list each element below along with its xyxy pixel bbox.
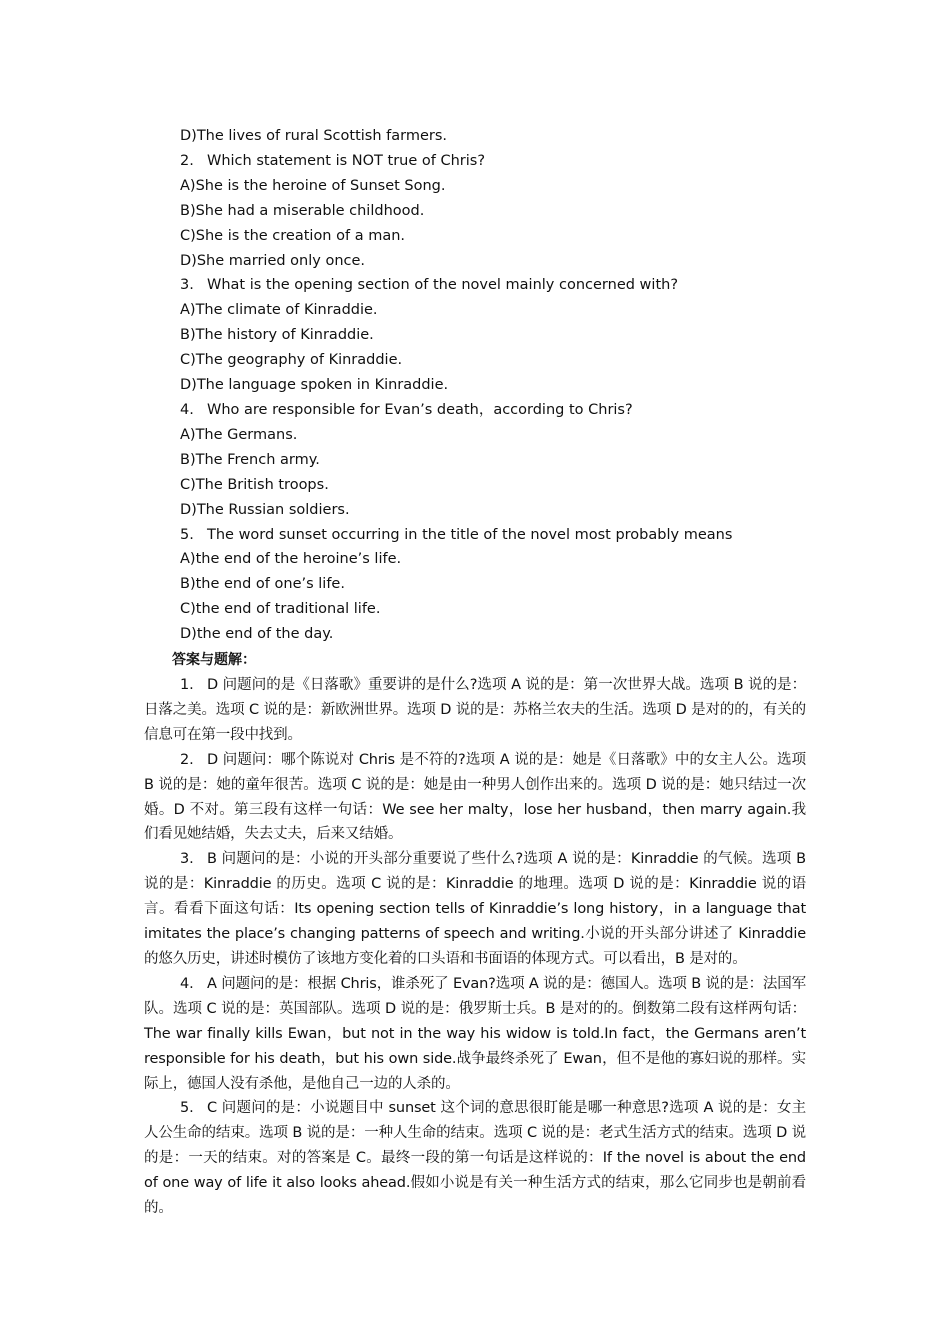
line-text: A)the end of the heroine’s life. (180, 551, 402, 568)
option-line (180, 348, 820, 373)
question-line (180, 398, 820, 423)
line-text: C)The geography of Kinraddie. (180, 352, 403, 369)
option-line (180, 622, 820, 647)
answer-text: B 问题问的是：小说的开头部分重要说了些什么?选项 A 说的是：Kinraddie 的气候。选项 B 说的是：Kinraddie 的历史。选项 C 说的是：Kinraddie 的地理。选项 D 说的是：Kinraddie 说的语言。看看下面这句话：Its opening section tells of Kinraddie’s long history，in a language that imitates the place’s changing patterns of speech and writing.小说的开头部分讲述了 Kinraddie 的悠久历史，讲述时模仿了该地方变化着的口头语和书面语的体现方式。可以看出，B 是对的。 (144, 851, 806, 967)
option-line (180, 323, 820, 348)
answer-number: 1. (180, 677, 194, 693)
answer-text: C 问题问的是：小说题目中 sunset 这个词的意思很盯能是哪一种意思?选项 A 说的是：女主人公生命的结束。选项 B 说的是：一种人生命的结束。选项 C 说的是：老式生活方式的结束。选项 D 说的是：一天的结束。对的答案是 C。最终一段的第一句话是这样说的：If the novel is about the end of one way of life it also looks ahead.假如小说是有关一种生活方式的结束，那么它同步也是朝前看的。 (144, 1100, 806, 1217)
option-line (180, 423, 820, 448)
line-text: A)The climate of Kinraddie. (180, 302, 378, 319)
option-line (180, 373, 820, 398)
line-text: D)The Russian soldiers. (180, 501, 350, 518)
option-line (180, 572, 820, 597)
line-text: D)The language spoken in Kinraddie. (180, 377, 449, 394)
line-text: C)the end of traditional life. (180, 601, 381, 618)
option-line (180, 597, 820, 622)
line-text: C)She is the creation of a man. (180, 227, 405, 244)
question-line (180, 149, 820, 174)
question-text: What is the opening section of the novel mainly concerned with? (207, 277, 679, 294)
answers-heading: 答案与题解： (172, 652, 256, 668)
option-line (180, 547, 820, 572)
option-line (180, 473, 820, 498)
question-number: 2. (180, 152, 194, 169)
answer-paragraph (144, 1096, 806, 1221)
answer-paragraph (144, 972, 806, 1097)
line-text: A)The Germans. (180, 426, 298, 443)
question-line (180, 523, 820, 548)
line-text: D)The lives of rural Scottish farmers. (180, 128, 448, 144)
option-line (180, 224, 820, 249)
option-line (180, 448, 820, 473)
question-number: 3. (180, 277, 194, 294)
line-text: B)the end of one’s life. (180, 576, 345, 593)
answer-list (144, 673, 806, 1221)
option-line (180, 124, 820, 149)
line-text: A)She is the heroine of Sunset Song. (180, 177, 446, 194)
answer-number: 3. (180, 851, 194, 868)
answer-paragraph (144, 748, 806, 848)
line-text: B)She had a miserable childhood. (180, 202, 425, 219)
line-text: C)The British troops. (180, 476, 329, 493)
answer-number: 2. (180, 751, 194, 768)
question-number: 5. (180, 526, 194, 543)
option-line (180, 298, 820, 323)
line-text: B)The French army. (180, 451, 320, 468)
line-text: B)The history of Kinraddie. (180, 327, 374, 344)
question-list (180, 124, 820, 647)
option-line (180, 199, 820, 224)
question-text: Who are responsible for Evan’s death，according to Chris? (207, 401, 633, 418)
question-line (180, 273, 820, 298)
answer-number: 5. (180, 1100, 194, 1117)
answer-text: D 问题问的是《日落歌》重要讲的是什么?选项 A 说的是：第一次世界大战。选项 B 说的是：日落之美。选项 C 说的是：新欧洲世界。选项 D 说的是：苏格兰农夫的生活。选项 D 是对的的，有关的信息可在第一段中找到。 (144, 677, 806, 743)
question-text: Which statement is NOT true of Chris? (207, 152, 486, 169)
answer-text: A 问题问的是：根据 Chris，谁杀死了 Evan?选项 A 说的是：德国人。选项 B 说的是：法国军队。选项 C 说的是：英国部队。选项 D 说的是：俄罗斯士兵。B 是对的的。倒数第二段有这样两句话：The war finally kills Ewan，but not in the way his widow is told.In fact，the Germans aren’t responsible for his death，but his own side.战争最终杀死了 Ewan，但不是他的寡妇说的那样。实际上，德国人没有杀他，是他自己一边的人杀的。 (144, 975, 806, 1092)
line-text: D)She married only once. (180, 252, 366, 269)
option-line (180, 498, 820, 523)
answer-text: D 问题问：哪个陈说对 Chris 是不符的?选项 A 说的是：她是《日落歌》中的女主人公。选项 B 说的是：她的童年很苦。选项 C 说的是：她是由一种男人创作出来的。选项 D 说的是：她只结过一次婚。D 不对。第三段有这样一句话：We see her malty，lose her husband，then marry again.我们看见她结婚，失去丈夫，后来又结婚。 (144, 751, 806, 843)
answer-paragraph (144, 673, 806, 748)
question-text: The word sunset occurring in the title of the novel most probably means (207, 526, 733, 543)
option-line (180, 249, 820, 274)
option-line (180, 174, 820, 199)
answer-paragraph (144, 847, 806, 972)
line-text: D)the end of the day. (180, 626, 334, 643)
question-number: 4. (180, 401, 194, 418)
answer-number: 4. (180, 975, 194, 992)
